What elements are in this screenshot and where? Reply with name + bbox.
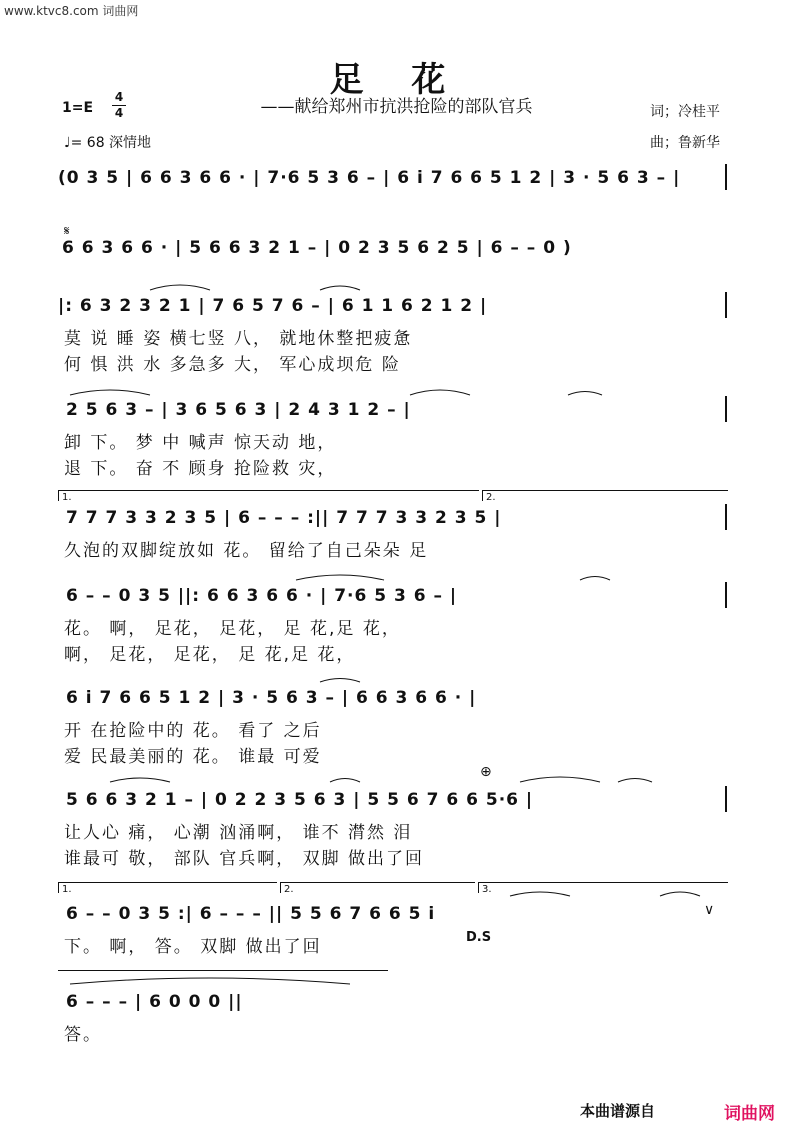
ds-label: D.S xyxy=(466,930,492,945)
footer-site-logo[interactable]: 词曲网 xyxy=(724,1104,775,1124)
lyric-row-3-verse-2: 何 惧 洪 水 多急多 大， 军心成坝危 险 xyxy=(64,355,401,375)
slur xyxy=(660,892,700,896)
meter-bottom: 4 xyxy=(114,106,124,120)
lyric-row-10: 答。 xyxy=(64,1025,102,1045)
lyric-row-5: 久泡的双脚绽放如 花。 留给了自己朵朵 足 xyxy=(64,541,429,561)
score-row-7: 6 i 7 6 6 5 1 2 | 3 · 5 6 3 – | 6 6 3 6 6 · | xyxy=(66,688,477,708)
quarter-note-icon: ♩ xyxy=(64,135,71,151)
volta-1: 1. xyxy=(58,490,479,501)
lyric-row-7-verse-1: 开 在抢险中的 花。 看了 之后 xyxy=(64,721,322,741)
lyric-row-8-verse-2: 谁最可 敬， 部队 官兵啊， 双脚 做出了回 xyxy=(64,849,425,869)
lyric-row-6-verse-1: 花。 啊， 足花， 足花， 足 花,足 花， xyxy=(64,619,401,639)
volta-2b: 2. xyxy=(280,882,475,893)
score-row-10: 6 – – – | 6 0 0 0 || xyxy=(66,992,243,1012)
key-signature: 1=E xyxy=(62,100,94,116)
song-subtitle: ——献给郑州市抗洪抢险的部队官兵 xyxy=(260,97,533,117)
coda-icon: ⊕ xyxy=(480,764,492,780)
score-row-3: |: 6 3 2 3 2 1 | 7 6 5 7 6 – | 6 1 1 6 2 1 2 | xyxy=(58,296,488,316)
lyric-row-8-verse-1: 让人心 痛， 心潮 汹涌啊， 谁不 潸然 泪 xyxy=(64,823,413,843)
lyricist-credit: 词；冷桂平 xyxy=(650,104,720,120)
score-row-1: (0 3 5 | 6 6 3 6 6 · | 7·6 5 3 6 – | 6 i 7 6 6 5 1 2 | 3 · 5 6 3 – | xyxy=(58,168,681,188)
volta-3: 3. xyxy=(478,882,728,893)
slur xyxy=(320,679,360,683)
lyric-row-3-verse-1: 莫 说 睡 姿 横七竖 八， 就地休整把疲惫 xyxy=(64,329,413,349)
lyric-row-7-verse-2: 爱 民最美丽的 花。 谁最 可爱 xyxy=(64,747,322,767)
tempo-text: = 68 深情地 xyxy=(70,135,152,151)
site-watermark: www.ktvc8.com 词曲网 xyxy=(4,4,139,18)
slur xyxy=(70,390,150,395)
score-row-2: 6 6 3 6 6 · | 5 6 6 3 2 1 – | 0 2 3 5 6 2 5 | 6 – – 0 ) xyxy=(62,238,572,258)
footer-source-text: 本曲谱源自 xyxy=(580,1102,656,1120)
song-title: 足 花 xyxy=(329,60,464,100)
volta-1b: 1. xyxy=(58,882,277,893)
lyric-row-6-verse-2: 啊， 足花， 足花， 足 花,足 花， xyxy=(64,645,356,665)
slur xyxy=(520,777,600,782)
slur xyxy=(618,779,652,783)
slur xyxy=(110,778,170,782)
breath-mark: ∨ xyxy=(704,902,715,918)
slur xyxy=(510,892,570,896)
score-row-4: 2 5 6 3 – | 3 6 5 6 3 | 2 4 3 1 2 – | xyxy=(66,400,411,420)
lyric-row-4-verse-1: 卸 下。 梦 中 喊声 惊天动 地， xyxy=(64,433,337,453)
slur xyxy=(568,392,602,396)
meter-top: 4 xyxy=(114,90,124,104)
score-row-9: 6 – – 0 3 5 :| 6 – – – || 5 5 6 7 6 6 5 i xyxy=(66,904,436,924)
slur xyxy=(150,285,210,290)
slur xyxy=(410,390,470,395)
composer-credit: 曲；鲁新华 xyxy=(650,135,720,151)
slur xyxy=(296,575,384,580)
segno-icon: 𝄋 xyxy=(64,224,70,239)
score-row-5: 7 7 7 3 3 2 3 5 | 6 – – – :|| 7 7 7 3 3 2 3 5 | xyxy=(66,508,502,528)
slur xyxy=(320,286,360,290)
score-row-6: 6 – – 0 3 5 ||: 6 6 3 6 6 · | 7·6 5 3 6 – | xyxy=(66,586,458,606)
lyric-row-4-verse-2: 退 下。 奋 不 顾身 抢险救 灾， xyxy=(64,459,337,479)
score-row-8: 5 6 6 3 2 1 – | 0 2 2 3 5 6 3 | 5 5 6 7 6 6 5·6 | xyxy=(66,790,534,810)
slur xyxy=(70,978,350,984)
slur xyxy=(580,577,610,581)
lyric-row-9: 下。 啊， 答。 双脚 做出了回 xyxy=(64,937,322,957)
volta-2: 2. xyxy=(482,490,728,501)
slur xyxy=(330,779,360,783)
